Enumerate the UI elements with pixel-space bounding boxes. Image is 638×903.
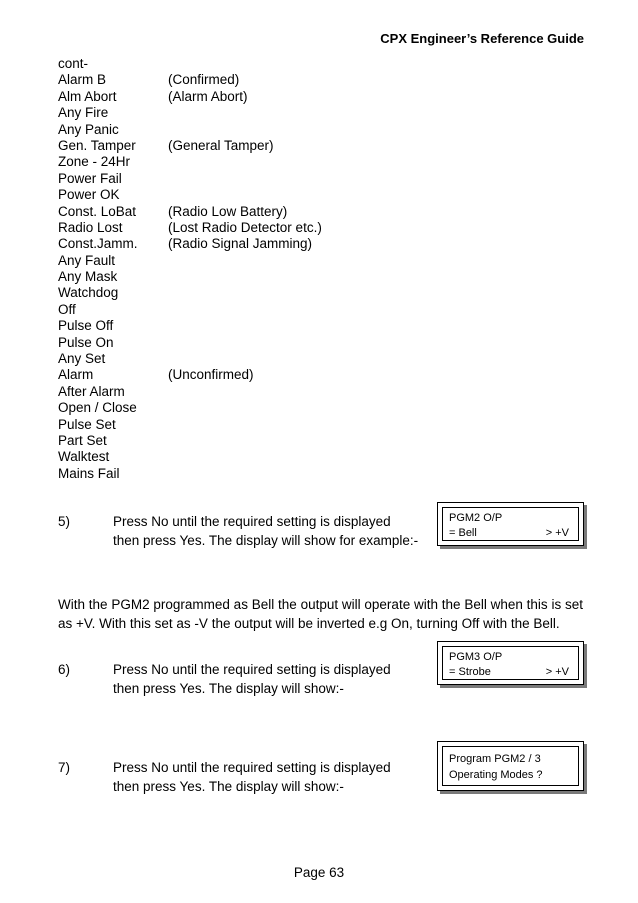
- list-item-desc: (General Tamper): [168, 137, 274, 153]
- list-item-name: Any Fault: [58, 252, 116, 268]
- list-item: [58, 367, 558, 383]
- list-item-name: Pulse On: [58, 334, 114, 350]
- list-item-name: Any Set: [58, 351, 106, 367]
- list-item: [58, 335, 558, 351]
- list-item: [58, 154, 558, 170]
- list-item: [58, 72, 558, 88]
- step-instruction-line1: Press No until the required setting is displayed: [113, 514, 391, 529]
- list-item-desc: (Alarm Abort): [168, 88, 248, 104]
- list-item: [58, 269, 558, 285]
- list-item: [58, 122, 558, 138]
- list-item: [58, 351, 558, 367]
- step-number: 7): [58, 760, 71, 775]
- lcd-line1: PGM3 O/P: [449, 651, 503, 663]
- list-item: [58, 236, 558, 252]
- list-item: [58, 466, 558, 482]
- lcd-display-pgm2: [437, 502, 584, 546]
- list-item: [58, 384, 558, 400]
- lcd-display-operating-modes: [437, 741, 584, 791]
- list-continued-label: [58, 56, 558, 72]
- lcd-screen: [442, 507, 579, 541]
- page-header-title: CPX Engineer’s Reference Guide: [380, 31, 584, 46]
- list-item-desc: (Radio Low Battery): [168, 203, 288, 219]
- list-item: [58, 318, 558, 334]
- list-item: [58, 105, 558, 121]
- lcd-line2-right: > +V: [545, 527, 569, 539]
- page-label: Page: [293, 865, 326, 880]
- list-item-name: Const.Jamm.: [58, 236, 138, 252]
- list-item-name: Off: [58, 301, 76, 317]
- lcd-display-pgm3: [437, 641, 584, 685]
- step-instruction-line1: Press No until the required setting is displayed: [113, 662, 391, 677]
- list-item-name: Radio Lost: [58, 219, 123, 235]
- list-item-desc: (Radio Signal Jamming): [168, 236, 313, 252]
- list-item: [58, 400, 558, 416]
- list-item: [58, 171, 558, 187]
- list-item-desc: (Lost Radio Detector etc.): [168, 219, 322, 235]
- step-instruction-line2: then press Yes. The display will show for example:-: [113, 532, 419, 548]
- list-item-desc: (Confirmed): [168, 72, 240, 88]
- list-item-name: Walktest: [58, 449, 110, 465]
- lcd-line1: Program PGM2 / 3: [449, 753, 541, 765]
- lcd-line1: PGM2 O/P: [449, 512, 503, 524]
- list-item: [58, 89, 558, 105]
- list-item: [58, 187, 558, 203]
- lcd-screen: [442, 746, 579, 786]
- lcd-screen: [442, 646, 579, 680]
- list-item-name: Part Set: [58, 432, 107, 448]
- lcd-line2-left: = Bell: [449, 527, 477, 539]
- step-number: 5): [58, 514, 71, 529]
- list-item: [58, 204, 558, 220]
- output-type-list: [58, 56, 558, 482]
- step-instruction-line1: Press No until the required setting is displayed: [113, 760, 391, 775]
- list-item: [58, 417, 558, 433]
- step-number: 6): [58, 662, 71, 677]
- list-item-name: Alm Abort: [58, 88, 117, 104]
- step-instruction-line2: then press Yes. The display will show:-: [113, 680, 344, 696]
- list-item-name: Power Fail: [58, 170, 122, 186]
- page-number: 63: [329, 865, 345, 880]
- continued-text: cont-: [58, 56, 89, 71]
- list-item: [58, 220, 558, 236]
- list-item-name: Alarm: [58, 367, 94, 383]
- list-item: [58, 433, 558, 449]
- list-item-name: Power OK: [58, 187, 120, 203]
- list-item: [58, 449, 558, 465]
- list-item: [58, 302, 558, 318]
- list-item-name: Gen. Tamper: [58, 137, 136, 153]
- list-item-name: Pulse Off: [58, 318, 114, 334]
- list-item-desc: (Unconfirmed): [168, 367, 254, 383]
- step-instruction-line2: then press Yes. The display will show:-: [113, 778, 344, 794]
- list-item-name: Alarm B: [58, 72, 107, 88]
- page-footer: [0, 865, 638, 880]
- list-item-name: Pulse Set: [58, 416, 116, 432]
- list-item-name: Any Panic: [58, 121, 119, 137]
- list-item-name: Mains Fail: [58, 465, 120, 481]
- list-item-name: Any Fire: [58, 105, 109, 121]
- list-item: [58, 253, 558, 269]
- list-item: [58, 138, 558, 154]
- list-item-name: After Alarm: [58, 383, 125, 399]
- list-item-name: Watchdog: [58, 285, 119, 301]
- list-item-name: Any Mask: [58, 269, 118, 285]
- lcd-line2-left: Operating Modes ?: [449, 769, 543, 781]
- lcd-line2-right: > +V: [545, 666, 569, 678]
- list-item-name: Zone - 24Hr: [58, 154, 131, 170]
- list-item-name: Const. LoBat: [58, 203, 137, 219]
- list-item-name: Open / Close: [58, 400, 137, 416]
- body-paragraph: With the PGM2 programmed as Bell the output will operate with the Bell when this is set as +V. With this set as -V the output will be inverted e.g On, turning Off with the Bell.: [58, 597, 583, 631]
- lcd-line2-left: = Strobe: [449, 666, 491, 678]
- list-item: [58, 285, 558, 301]
